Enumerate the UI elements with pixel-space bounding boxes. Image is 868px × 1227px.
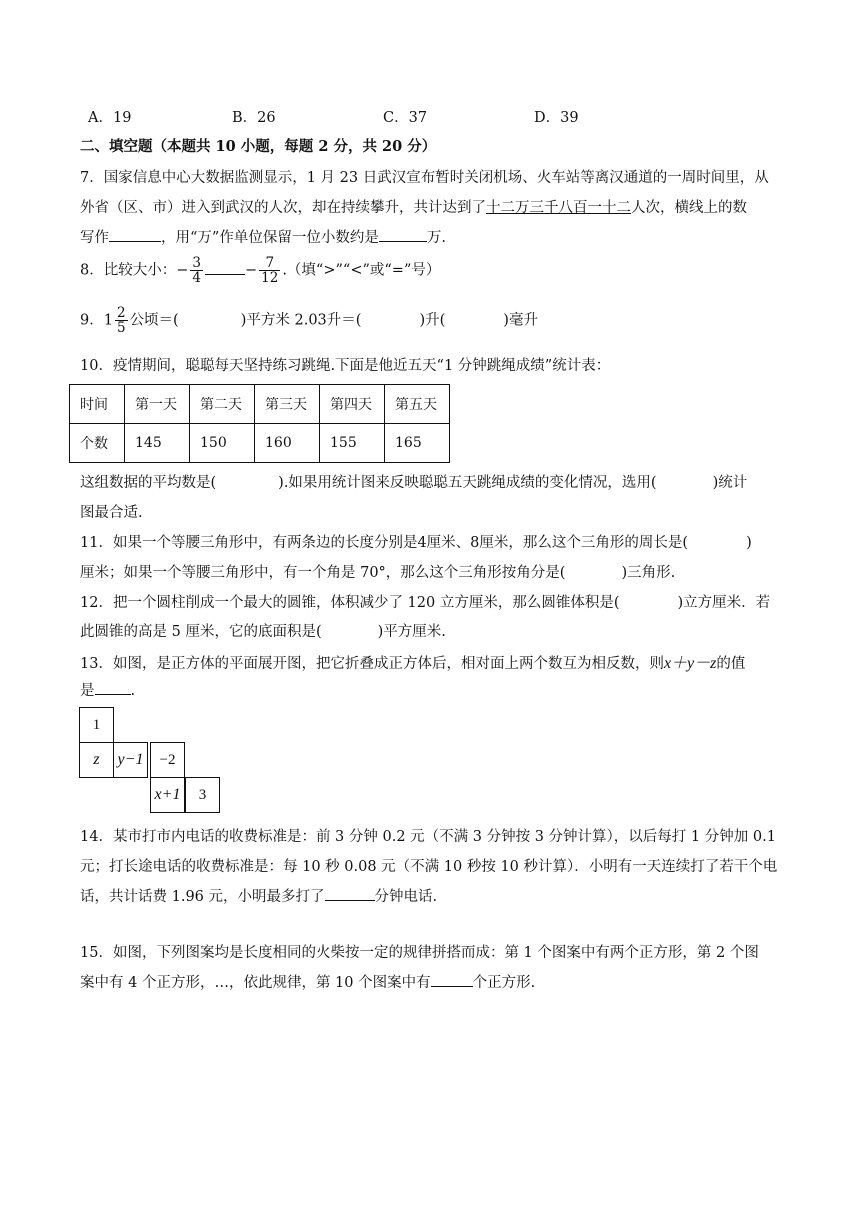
option-b: B．26 (232, 110, 276, 126)
table-row (70, 424, 450, 463)
table-cell: 第四天 (320, 385, 385, 424)
net-cell-x-plus-1: x+1 (150, 777, 185, 813)
q9-fraction: $\frac{2}{5}$ (116, 305, 126, 337)
q13-line1: 13．如图，是正方体的平面展开图，把它折叠成正方体后，相对面上两个数互为相反数，则x＋y－z的值 (80, 655, 746, 672)
q8-fraction-2: $\frac{7}{12}$ (261, 255, 279, 287)
q14-line2: 元；打长途电话的收费标准是：每 10 秒 0.08 元（不满 10 秒按 10 秒计算）．小明有一天连续打了若干个电 (80, 859, 778, 875)
q10-line2: 这组数据的平均数是( ).如果用统计图来反映聪聪五天跳绳成绩的变化情况，选用( )统计 (80, 475, 748, 491)
table-cell: 第二天 (190, 385, 255, 424)
net-cell-z: z (79, 742, 114, 778)
q7-line3: 写作 ，用“万”作单位保留一位小数约是 万. (80, 230, 446, 246)
section-title: 二、填空题（本题共 10 小题，每题 2 分，共 20 分） (80, 138, 437, 155)
q9-line: 9．1 $\frac{2}{5}$ 公顷＝( )平方米 2.03升＝( )升( )毫升 (80, 305, 538, 337)
table-cell: 时间 (70, 385, 125, 424)
q14-line3: 话，共计话费 1.96 元，小明最多打了 分钟电话. (80, 889, 438, 905)
q11-line1: 11．如果一个等腰三角形中，有两条边的长度分别是4厘米、8厘米，那么这个三角形的周长是( ) (80, 535, 752, 551)
net-cell-minus-2: −2 (150, 742, 185, 778)
option-a: A．19 (88, 110, 132, 126)
q13-line2: 是 . (80, 683, 136, 699)
q7-blank-1[interactable] (109, 229, 161, 242)
table-cell: 155 (320, 424, 385, 463)
q8-fraction-1: $\frac{3}{4}$ (192, 255, 201, 287)
q12-line1: 12．把一个圆柱削成一个最大的圆锥，体积减少了 120 立方厘米，那么圆锥体积是( )立方厘米．若 (80, 595, 771, 611)
table-cell: 145 (125, 424, 190, 463)
q8-line: 8．比较大小：− $\frac{3}{4}$ − $\frac{7}{12}$ .（填“>”“<”或“=”号） (80, 255, 441, 287)
q7-line2: 外省（区、市）进入到武汉的人次，却在持续攀升，共计达到了十二万三千八百一十二人次，横线上的数 (80, 200, 747, 216)
q7-underlined-number: 十二万三千八百一十二 (486, 200, 631, 216)
q12-line2: 此圆锥的高是 5 厘米，它的底面积是( )平方厘米. (80, 624, 446, 640)
q8-blank[interactable] (205, 262, 245, 275)
q11-line2: 厘米；如果一个等腰三角形中，有一个角是 70°，那么这个三角形按角分是( )三角形. (80, 565, 676, 581)
table-cell: 第三天 (255, 385, 320, 424)
table-cell: 第五天 (385, 385, 450, 424)
table-cell: 个数 (70, 424, 125, 463)
q13-expression: x＋y－z (663, 655, 717, 672)
option-c: C．37 (383, 110, 428, 126)
table-cell: 150 (190, 424, 255, 463)
table-cell: 160 (255, 424, 320, 463)
q7-line1: 7．国家信息中心大数据监测显示，1 月 23 日武汉宣布暂时关闭机场、火车站等离汉通道的一周时间里，从 (80, 170, 769, 186)
q15-blank[interactable] (431, 974, 473, 987)
q15-line2: 案中有 4 个正方形，…，依此规律，第 10 个图案中有 个正方形. (80, 975, 536, 991)
q10-line3: 图最合适. (80, 505, 143, 521)
q13-blank[interactable] (95, 682, 131, 695)
option-d: D．39 (534, 110, 579, 126)
q14-line1: 14．某市打市内电话的收费标准是：前 3 分钟 0.2 元（不满 3 分钟按 3 分钟计算），以后每打 1 分钟加 0.1 (80, 829, 776, 845)
net-cell-y-minus-1: y−1 (113, 742, 148, 778)
table-header-row (70, 385, 450, 424)
net-cell-3: 3 (185, 777, 220, 813)
net-cell-1: 1 (79, 707, 114, 743)
table-cell: 165 (385, 424, 450, 463)
q7-blank-2[interactable] (379, 229, 427, 242)
q10-table (69, 384, 450, 463)
q14-blank[interactable] (325, 888, 375, 901)
q15-line1: 15．如图，下列图案均是长度相同的火柴按一定的规律拼搭而成：第 1 个图案中有两个正方形，第 2 个图 (80, 945, 759, 961)
q10-title: 10．疫情期间，聪聪每天坚持练习跳绳.下面是他近五天“1 分钟跳绳成绩”统计表： (80, 358, 611, 374)
table-cell: 第一天 (125, 385, 190, 424)
